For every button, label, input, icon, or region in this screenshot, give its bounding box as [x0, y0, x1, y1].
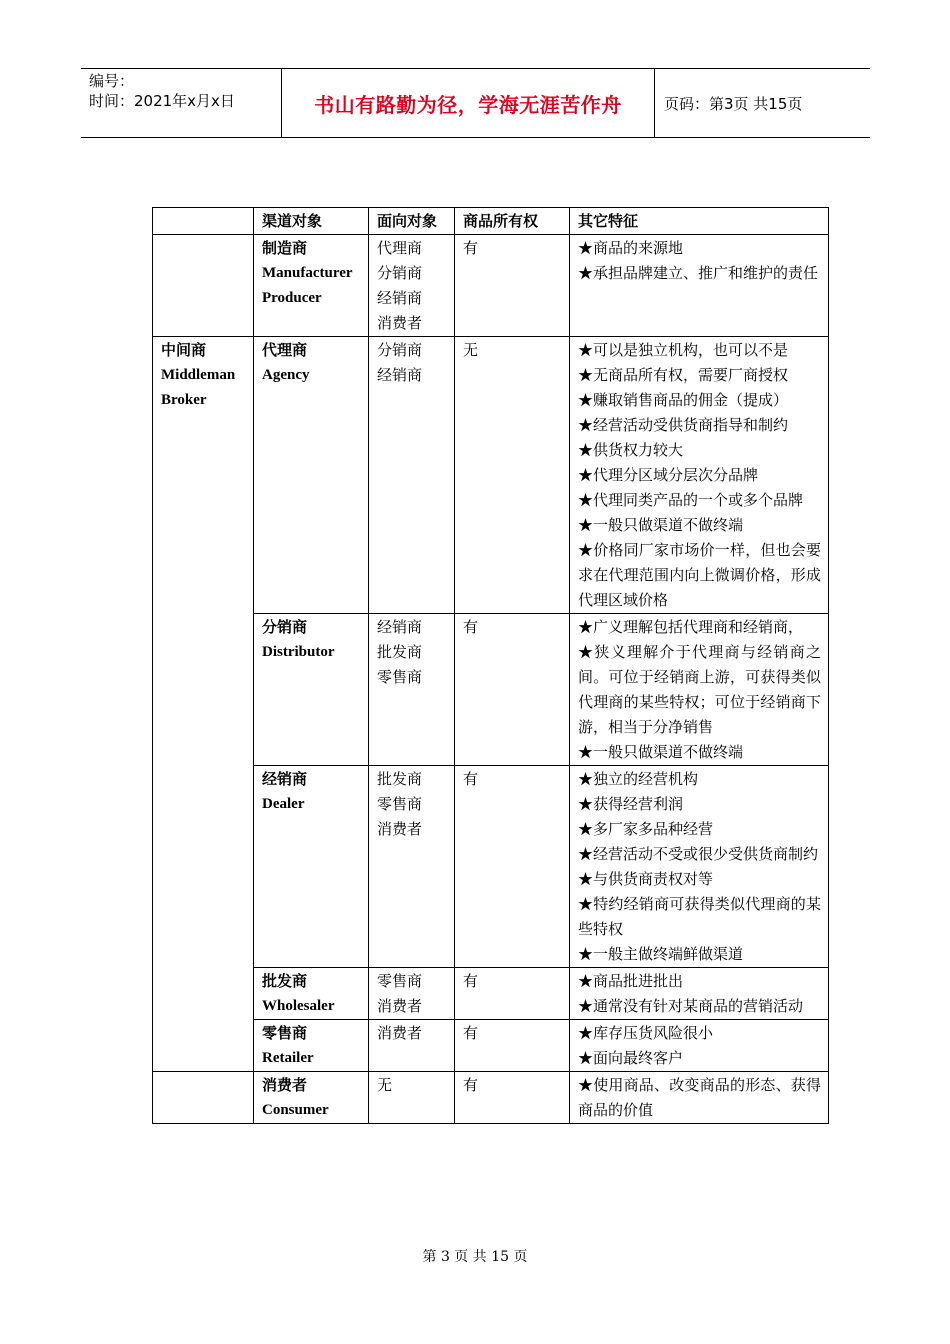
table-row	[153, 235, 829, 337]
feature-item: ★赚取销售商品的佣金（提成）	[578, 391, 789, 409]
group-name-en: Broker	[161, 392, 207, 408]
target-item: 无	[377, 1076, 393, 1094]
feature-item: ★一般只做渠道不做终端	[578, 743, 744, 761]
channel-name-cell	[254, 235, 369, 337]
channel-name-en: Dealer	[262, 796, 305, 812]
table-row	[153, 614, 829, 766]
feature-cell	[570, 1072, 829, 1124]
group-cell-empty	[153, 235, 254, 337]
document-time-label: 时间：2021年x月x日	[89, 92, 235, 110]
channel-name-cell	[254, 968, 369, 1020]
feature-item: ★通常没有针对某商品的营销活动	[578, 997, 804, 1015]
ownership-cell: 有	[455, 1020, 570, 1072]
target-item: 经销商	[377, 289, 423, 307]
channel-name-en: Wholesaler	[262, 998, 335, 1014]
table-header-cell: 其它特征	[570, 208, 829, 235]
target-cell	[369, 614, 455, 766]
target-item: 批发商	[377, 643, 423, 661]
feature-cell	[570, 968, 829, 1020]
feature-item: ★特约经销商可获得类似代理商的某些特权	[578, 895, 821, 938]
channel-name-cell	[254, 766, 369, 968]
channel-name-cn: 经销商	[262, 770, 308, 788]
channel-name-en: Manufacturer	[262, 265, 353, 281]
header-page-info: 页码：第3页 共15页	[664, 95, 803, 113]
target-item: 零售商	[377, 668, 423, 686]
table-row	[153, 766, 829, 968]
target-item: 零售商	[377, 972, 423, 990]
target-item: 零售商	[377, 795, 423, 813]
feature-item: ★经营活动受供货商指导和制约	[578, 416, 789, 434]
table-header-cell: 面向对象	[369, 208, 455, 235]
group-cell-empty	[153, 1072, 254, 1124]
table-header-cell: 商品所有权	[455, 208, 570, 235]
channel-name-cell	[254, 1020, 369, 1072]
header-motto: 书山有路勤为径，学海无涯苦作舟	[314, 93, 622, 117]
group-name-en: Middleman	[161, 367, 236, 383]
ownership-cell: 有	[455, 1072, 570, 1124]
table-row	[153, 968, 829, 1020]
channel-name-cn: 消费者	[262, 1076, 308, 1094]
page-footer: 第 3 页 共 15 页	[422, 1249, 528, 1265]
feature-item: ★无商品所有权，需要厂商授权	[578, 366, 789, 384]
target-cell	[369, 1020, 455, 1072]
channel-name-cell	[254, 614, 369, 766]
ownership-cell: 无	[455, 337, 570, 614]
target-cell	[369, 235, 455, 337]
target-cell	[369, 337, 455, 614]
feature-item: ★价格同厂家市场价一样，但也会要求在代理范围内向上微调价格，形成代理区域价格	[578, 541, 821, 609]
target-item: 经销商	[377, 366, 423, 384]
feature-item: ★与供货商责权对等	[578, 870, 714, 888]
feature-item: ★使用商品、改变商品的形态、获得商品的价值	[578, 1076, 821, 1119]
table-header-cell	[153, 208, 254, 235]
target-item: 分销商	[377, 341, 423, 359]
feature-item: ★库存压货风险很小	[578, 1024, 714, 1042]
channel-name-cn: 零售商	[262, 1024, 308, 1042]
channel-name-cell	[254, 337, 369, 614]
target-cell	[369, 766, 455, 968]
table-row	[153, 1020, 829, 1072]
group-cell-middleman	[153, 337, 254, 1072]
channel-name-cell	[254, 1072, 369, 1124]
feature-item: ★可以是独立机构，也可以不是	[578, 341, 789, 359]
ownership-cell: 有	[455, 968, 570, 1020]
header-divider	[654, 69, 655, 137]
table-header-row	[153, 208, 829, 235]
ownership-cell: 有	[455, 235, 570, 337]
feature-item: ★面向最终客户	[578, 1049, 684, 1067]
channel-name-en: Distributor	[262, 644, 335, 660]
feature-item: ★商品的来源地	[578, 239, 684, 257]
target-item: 消费者	[377, 314, 423, 332]
feature-cell	[570, 1020, 829, 1072]
feature-cell	[570, 766, 829, 968]
target-item: 批发商	[377, 770, 423, 788]
target-item: 分销商	[377, 264, 423, 282]
feature-item: ★广义理解包括代理商和经销商，	[578, 618, 804, 636]
channel-name-cn: 批发商	[262, 972, 308, 990]
table-header-cell: 渠道对象	[254, 208, 369, 235]
channel-name-en: Consumer	[262, 1102, 329, 1118]
feature-item: ★承担品牌建立、推广和维护的责任	[578, 264, 819, 282]
channel-name-en: Agency	[262, 367, 310, 383]
feature-item: ★经营活动不受或很少受供货商制约	[578, 845, 819, 863]
feature-item: ★商品批进批出	[578, 972, 684, 990]
feature-item: ★代理分区域分层次分品牌	[578, 466, 759, 484]
feature-cell	[570, 235, 829, 337]
target-item: 消费者	[377, 820, 423, 838]
feature-item: ★多厂家多品种经营	[578, 820, 714, 838]
channel-name-en: Retailer	[262, 1050, 314, 1066]
channel-name-cn: 制造商	[262, 239, 308, 257]
feature-item: ★一般只做渠道不做终端	[578, 516, 744, 534]
channel-table	[152, 207, 829, 1124]
ownership-cell: 有	[455, 766, 570, 968]
document-number-label: 编号：	[89, 72, 135, 90]
feature-item: ★独立的经营机构	[578, 770, 699, 788]
channel-name-cn: 代理商	[262, 341, 308, 359]
feature-item: ★狭义理解介于代理商与经销商之间。可位于经销商上游，可获得类似代理商的某些特权；可位于经销商下游，相当于分净销售	[578, 643, 821, 736]
feature-item: ★一般主做终端鲜做渠道	[578, 945, 744, 963]
channel-name-en: Producer	[262, 290, 322, 306]
feature-item: ★获得经营利润	[578, 795, 684, 813]
target-cell	[369, 968, 455, 1020]
target-item: 经销商	[377, 618, 423, 636]
feature-cell	[570, 614, 829, 766]
header-meta	[89, 71, 279, 111]
table-row	[153, 337, 829, 614]
channel-name-cn: 分销商	[262, 618, 308, 636]
feature-item: ★供货权力较大	[578, 441, 684, 459]
feature-item: ★代理同类产品的一个或多个品牌	[578, 491, 804, 509]
ownership-cell: 有	[455, 614, 570, 766]
table-row	[153, 1072, 829, 1124]
target-item: 消费者	[377, 997, 423, 1015]
group-name-cn: 中间商	[161, 341, 207, 359]
target-item: 消费者	[377, 1024, 423, 1042]
target-item: 代理商	[377, 239, 423, 257]
page-header	[81, 68, 870, 138]
feature-cell	[570, 337, 829, 614]
target-cell	[369, 1072, 455, 1124]
